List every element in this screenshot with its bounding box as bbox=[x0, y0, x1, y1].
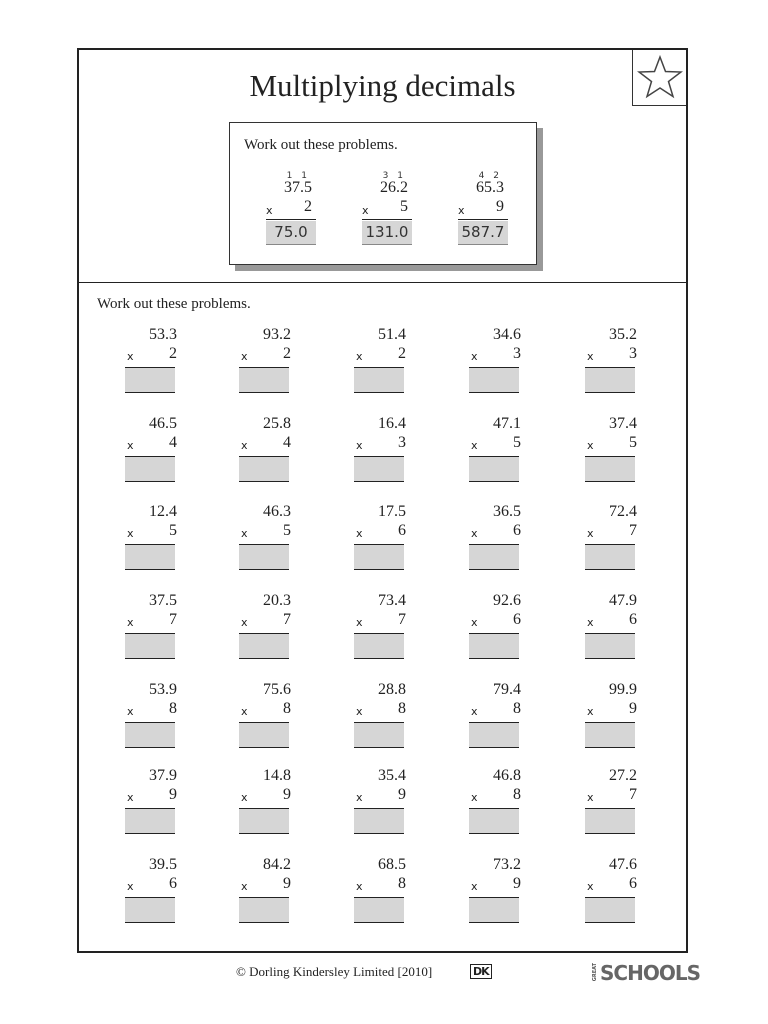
section-divider bbox=[79, 282, 686, 283]
times-sign: x bbox=[356, 616, 363, 629]
answer-box[interactable] bbox=[354, 456, 404, 482]
multiplier: 5 bbox=[283, 522, 291, 539]
problem-item bbox=[125, 681, 185, 761]
multiplier: 4 bbox=[283, 434, 291, 451]
top-number: 37.5 bbox=[149, 592, 177, 609]
top-number: 73.4 bbox=[378, 592, 406, 609]
top-number: 47.6 bbox=[609, 856, 637, 873]
multiplier: 7 bbox=[629, 522, 637, 539]
example-problem bbox=[260, 123, 320, 263]
problem-item bbox=[125, 856, 185, 936]
multiplier: 8 bbox=[398, 875, 406, 892]
top-number: 51.4 bbox=[378, 326, 406, 343]
multiplier: 6 bbox=[513, 611, 521, 628]
top-number: 35.4 bbox=[378, 767, 406, 784]
top-number: 92.6 bbox=[493, 592, 521, 609]
top-number: 14.8 bbox=[263, 767, 291, 784]
top-number: 53.3 bbox=[149, 326, 177, 343]
problem-item bbox=[469, 415, 529, 495]
problem-item bbox=[585, 326, 645, 406]
times-sign: x bbox=[471, 350, 478, 363]
times-sign: x bbox=[241, 616, 248, 629]
star-outline-icon bbox=[637, 54, 683, 100]
multiplier: 6 bbox=[513, 522, 521, 539]
times-sign: x bbox=[127, 616, 134, 629]
star-badge bbox=[632, 50, 686, 106]
times-sign: x bbox=[127, 880, 134, 893]
answer-box[interactable] bbox=[585, 456, 635, 482]
times-sign: x bbox=[356, 880, 363, 893]
times-sign: x bbox=[241, 439, 248, 452]
answer-box[interactable] bbox=[125, 808, 175, 834]
times-sign: x bbox=[356, 705, 363, 718]
multiplier: 8 bbox=[513, 700, 521, 717]
exercise-instruction: Work out these problems. bbox=[97, 296, 251, 312]
times-sign: x bbox=[127, 350, 134, 363]
multiplier: 5 bbox=[513, 434, 521, 451]
times-sign: x bbox=[587, 439, 594, 452]
answer-box[interactable] bbox=[469, 544, 519, 570]
example-multiplier: 9 bbox=[496, 198, 504, 215]
answer-box[interactable] bbox=[585, 544, 635, 570]
times-sign: x bbox=[471, 705, 478, 718]
example-answer: 587.7 bbox=[461, 223, 505, 241]
times-sign: x bbox=[458, 204, 465, 217]
top-number: 75.6 bbox=[263, 681, 291, 698]
multiplier: 4 bbox=[169, 434, 177, 451]
answer-box[interactable] bbox=[354, 544, 404, 570]
answer-box[interactable] bbox=[125, 367, 175, 393]
top-number: 34.6 bbox=[493, 326, 521, 343]
times-sign: x bbox=[241, 880, 248, 893]
times-sign: x bbox=[587, 880, 594, 893]
answer-box[interactable] bbox=[585, 722, 635, 748]
problem-item bbox=[585, 681, 645, 761]
problem-item bbox=[585, 592, 645, 672]
top-number: 36.5 bbox=[493, 503, 521, 520]
answer-box[interactable] bbox=[239, 633, 289, 659]
multiplier: 7 bbox=[629, 786, 637, 803]
problem-item bbox=[354, 856, 414, 936]
answer-box[interactable] bbox=[469, 808, 519, 834]
problem-item bbox=[125, 767, 185, 847]
carry-digits: 4 2 bbox=[478, 171, 502, 181]
answer-box[interactable] bbox=[469, 897, 519, 923]
top-number: 20.3 bbox=[263, 592, 291, 609]
top-number: 99.9 bbox=[609, 681, 637, 698]
times-sign: x bbox=[587, 705, 594, 718]
multiplier: 5 bbox=[629, 434, 637, 451]
multiplier: 3 bbox=[513, 345, 521, 362]
times-sign: x bbox=[127, 439, 134, 452]
brand-text: SCHOOLS bbox=[600, 961, 700, 985]
multiplier: 9 bbox=[283, 786, 291, 803]
problem-item bbox=[125, 415, 185, 495]
answer-box[interactable] bbox=[239, 456, 289, 482]
problem-item bbox=[239, 592, 299, 672]
multiplier: 9 bbox=[629, 700, 637, 717]
problem-item bbox=[469, 592, 529, 672]
top-number: 27.2 bbox=[609, 767, 637, 784]
times-sign: x bbox=[127, 705, 134, 718]
answer-box[interactable] bbox=[354, 633, 404, 659]
times-sign: x bbox=[356, 350, 363, 363]
answer-box[interactable] bbox=[239, 722, 289, 748]
problem-item bbox=[585, 856, 645, 936]
times-sign: x bbox=[241, 791, 248, 804]
worksheet-frame bbox=[77, 48, 688, 953]
problem-item bbox=[469, 767, 529, 847]
answer-box[interactable] bbox=[239, 808, 289, 834]
carry-digits: 3 1 bbox=[382, 171, 406, 181]
problem-item bbox=[125, 592, 185, 672]
answer-box[interactable] bbox=[125, 544, 175, 570]
multiplier: 6 bbox=[629, 875, 637, 892]
top-number: 72.4 bbox=[609, 503, 637, 520]
example-multiplier: 5 bbox=[400, 198, 408, 215]
problem-item bbox=[469, 503, 529, 583]
times-sign: x bbox=[587, 350, 594, 363]
answer-box[interactable] bbox=[469, 367, 519, 393]
problem-item bbox=[354, 592, 414, 672]
problem-item bbox=[469, 326, 529, 406]
example-answer-box bbox=[362, 221, 412, 245]
times-sign: x bbox=[362, 204, 369, 217]
problem-item bbox=[354, 415, 414, 495]
multiplier: 9 bbox=[169, 786, 177, 803]
top-number: 46.8 bbox=[493, 767, 521, 784]
example-instruction: Work out these problems. bbox=[244, 137, 398, 153]
example-problem bbox=[452, 123, 512, 263]
top-number: 35.2 bbox=[609, 326, 637, 343]
times-sign: x bbox=[356, 439, 363, 452]
answer-box[interactable] bbox=[239, 544, 289, 570]
times-sign: x bbox=[471, 880, 478, 893]
top-number: 39.5 bbox=[149, 856, 177, 873]
problem-item bbox=[239, 326, 299, 406]
multiplier: 8 bbox=[169, 700, 177, 717]
times-sign: x bbox=[266, 204, 273, 217]
times-sign: x bbox=[471, 616, 478, 629]
answer-box[interactable] bbox=[125, 633, 175, 659]
answer-box[interactable] bbox=[469, 722, 519, 748]
times-sign: x bbox=[587, 527, 594, 540]
copyright-text: © Dorling Kindersley Limited [2010] bbox=[236, 964, 433, 979]
top-number: 28.8 bbox=[378, 681, 406, 698]
top-number: 17.5 bbox=[378, 503, 406, 520]
example-answer: 131.0 bbox=[365, 223, 409, 241]
times-sign: x bbox=[471, 439, 478, 452]
times-sign: x bbox=[356, 791, 363, 804]
top-number: 79.4 bbox=[493, 681, 521, 698]
times-sign: x bbox=[127, 527, 134, 540]
multiplier: 7 bbox=[283, 611, 291, 628]
answer-box[interactable] bbox=[585, 808, 635, 834]
times-sign: x bbox=[241, 705, 248, 718]
answer-rule bbox=[362, 219, 412, 220]
top-number: 25.8 bbox=[263, 415, 291, 432]
problem-item bbox=[239, 681, 299, 761]
multiplier: 7 bbox=[169, 611, 177, 628]
multiplier: 9 bbox=[283, 875, 291, 892]
problem-item bbox=[585, 767, 645, 847]
problem-item bbox=[125, 503, 185, 583]
problem-item bbox=[239, 767, 299, 847]
multiplier: 8 bbox=[513, 786, 521, 803]
multiplier: 9 bbox=[398, 786, 406, 803]
problem-item bbox=[354, 681, 414, 761]
multiplier: 6 bbox=[629, 611, 637, 628]
top-number: 47.1 bbox=[493, 415, 521, 432]
top-number: 46.5 bbox=[149, 415, 177, 432]
multiplier: 6 bbox=[169, 875, 177, 892]
answer-box[interactable] bbox=[125, 722, 175, 748]
top-number: 37.9 bbox=[149, 767, 177, 784]
times-sign: x bbox=[587, 616, 594, 629]
times-sign: x bbox=[127, 791, 134, 804]
problem-item bbox=[585, 415, 645, 495]
answer-box[interactable] bbox=[585, 897, 635, 923]
worked-example-box bbox=[229, 122, 537, 265]
problem-item bbox=[585, 503, 645, 583]
top-number: 12.4 bbox=[149, 503, 177, 520]
times-sign: x bbox=[241, 527, 248, 540]
multiplier: 2 bbox=[283, 345, 291, 362]
problem-item bbox=[239, 856, 299, 936]
answer-rule bbox=[266, 219, 316, 220]
top-number: 47.9 bbox=[609, 592, 637, 609]
example-problem bbox=[356, 123, 416, 263]
example-multiplier: 2 bbox=[304, 198, 312, 215]
top-number: 73.2 bbox=[493, 856, 521, 873]
top-number: 84.2 bbox=[263, 856, 291, 873]
times-sign: x bbox=[241, 350, 248, 363]
problem-item bbox=[239, 503, 299, 583]
answer-box[interactable] bbox=[469, 633, 519, 659]
top-number: 46.3 bbox=[263, 503, 291, 520]
problem-item bbox=[354, 767, 414, 847]
answer-box[interactable] bbox=[354, 722, 404, 748]
answer-box[interactable] bbox=[354, 808, 404, 834]
dk-logo: DK bbox=[470, 964, 492, 979]
times-sign: x bbox=[587, 791, 594, 804]
multiplier: 8 bbox=[283, 700, 291, 717]
brand-small-text: GREAT bbox=[592, 963, 598, 982]
answer-box[interactable] bbox=[354, 367, 404, 393]
example-answer-box bbox=[458, 221, 508, 245]
multiplier: 8 bbox=[398, 700, 406, 717]
carry-digits: 1 1 bbox=[286, 171, 310, 181]
multiplier: 6 bbox=[398, 522, 406, 539]
example-top-number: 65.3 bbox=[476, 179, 504, 196]
multiplier: 2 bbox=[398, 345, 406, 362]
answer-rule bbox=[458, 219, 508, 220]
answer-box[interactable] bbox=[585, 633, 635, 659]
problem-item bbox=[239, 415, 299, 495]
multiplier: 2 bbox=[169, 345, 177, 362]
example-answer-box bbox=[266, 221, 316, 245]
top-number: 68.5 bbox=[378, 856, 406, 873]
multiplier: 5 bbox=[169, 522, 177, 539]
page-title: Multiplying decimals bbox=[249, 68, 516, 103]
top-number: 37.4 bbox=[609, 415, 637, 432]
answer-box[interactable] bbox=[585, 367, 635, 393]
top-number: 93.2 bbox=[263, 326, 291, 343]
multiplier: 7 bbox=[398, 611, 406, 628]
problem-item bbox=[469, 681, 529, 761]
example-answer: 75.0 bbox=[274, 223, 308, 241]
answer-box[interactable] bbox=[125, 456, 175, 482]
problem-item bbox=[469, 856, 529, 936]
top-number: 53.9 bbox=[149, 681, 177, 698]
answer-box[interactable] bbox=[469, 456, 519, 482]
multiplier: 3 bbox=[398, 434, 406, 451]
problem-item bbox=[354, 326, 414, 406]
problem-item bbox=[125, 326, 185, 406]
example-top-number: 37.5 bbox=[284, 179, 312, 196]
multiplier: 3 bbox=[629, 345, 637, 362]
example-top-number: 26.2 bbox=[380, 179, 408, 196]
top-number: 16.4 bbox=[378, 415, 406, 432]
times-sign: x bbox=[471, 527, 478, 540]
answer-box[interactable] bbox=[354, 897, 404, 923]
multiplier: 9 bbox=[513, 875, 521, 892]
times-sign: x bbox=[471, 791, 478, 804]
times-sign: x bbox=[356, 527, 363, 540]
answer-box[interactable] bbox=[239, 897, 289, 923]
answer-box[interactable] bbox=[239, 367, 289, 393]
problem-item bbox=[354, 503, 414, 583]
answer-box[interactable] bbox=[125, 897, 175, 923]
